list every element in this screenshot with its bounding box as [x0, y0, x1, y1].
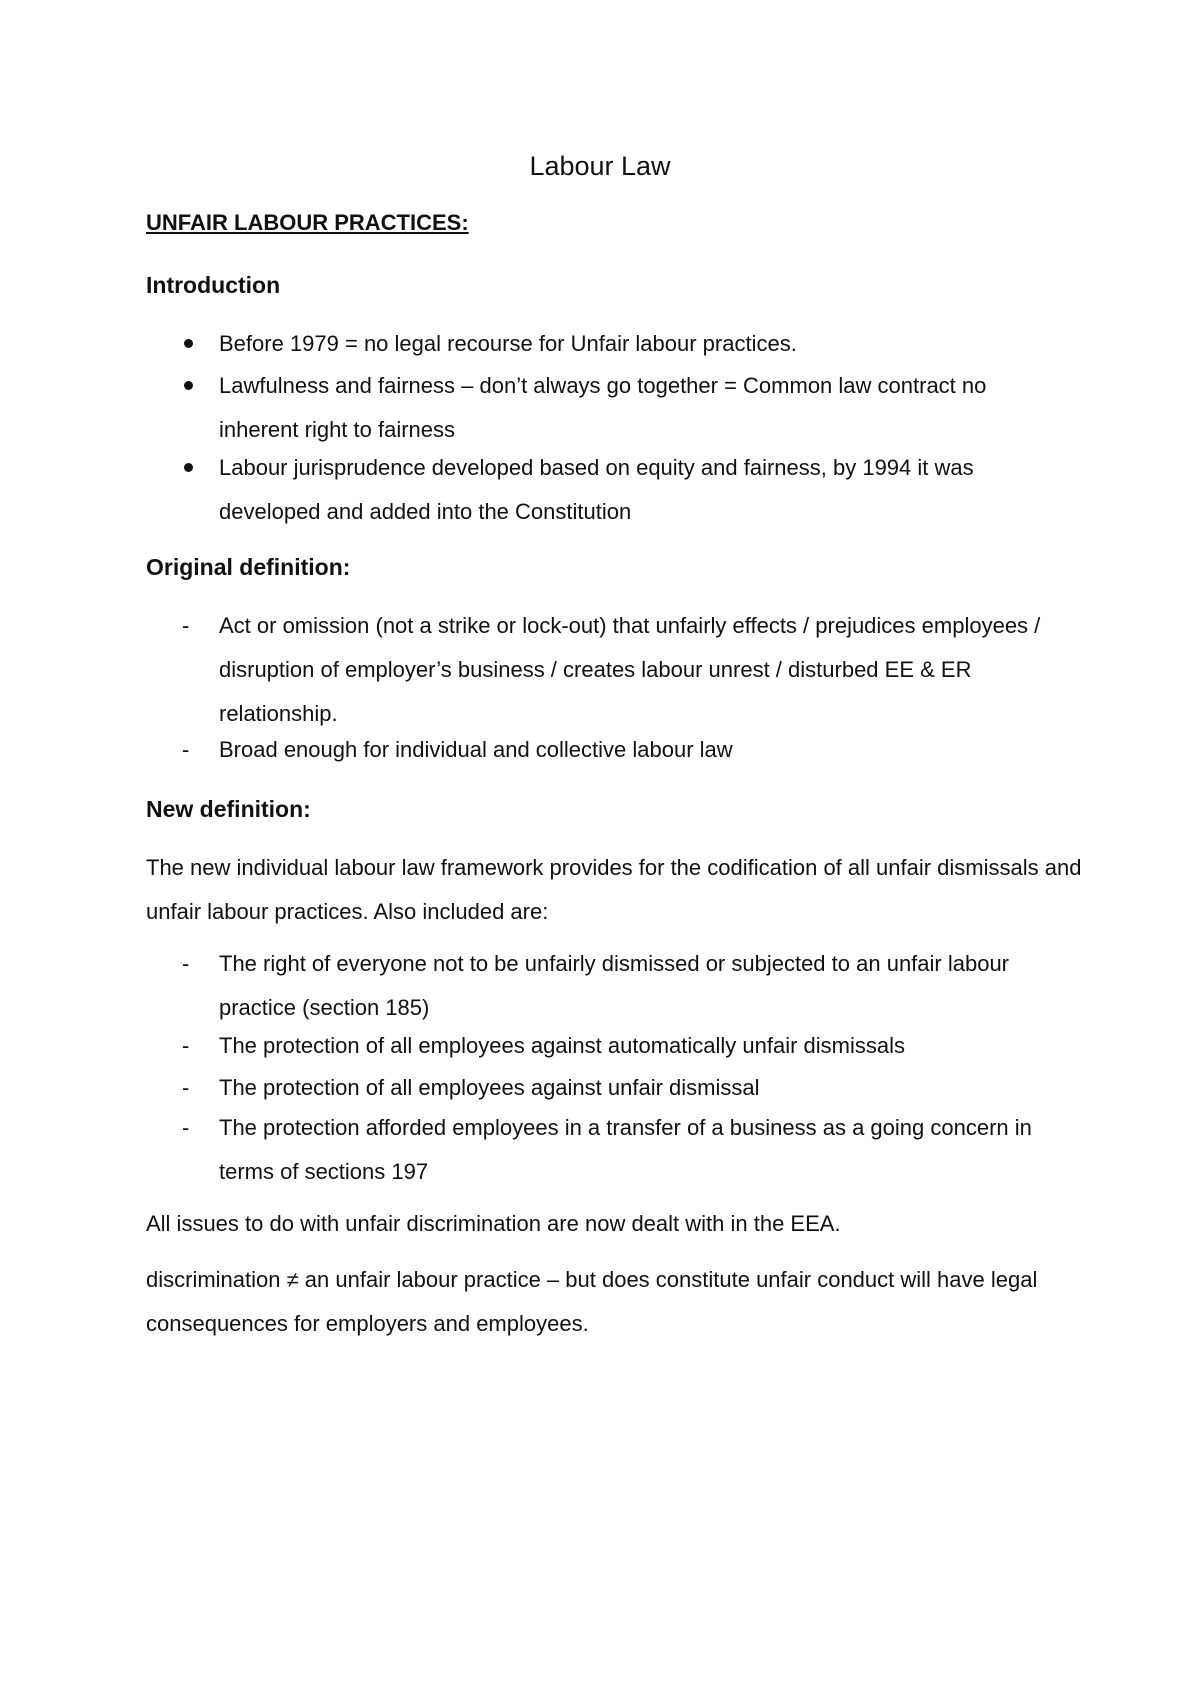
- document-title: Labour Law: [529, 151, 671, 181]
- dash-marker: -: [182, 1033, 190, 1058]
- list-item: [146, 1024, 1086, 1068]
- dash-marker: -: [182, 951, 190, 976]
- bullet-icon: [184, 381, 193, 390]
- dash-marker: -: [182, 613, 190, 638]
- list-item: [146, 604, 1086, 736]
- list-item: [146, 728, 1086, 772]
- list-item-text: Act or omission (not a strike or lock-out) that unfairly effects / prejudices employees / disruption of employer’s business / creates labour unrest / disturbed EE & ER relationship.: [219, 613, 1041, 726]
- list-item-text: Lawfulness and fairness – don’t always go together = Common law contract no inherent right to fairness: [219, 373, 987, 442]
- intro-paragraph: The new individual labour law framework provides for the codification of all unfair dismissals and unfair labour practices. Also included are:: [146, 855, 1082, 924]
- list-item-text: The protection of all employees against automatically unfair dismissals: [219, 1033, 905, 1058]
- list-item-text: Labour jurisprudence developed based on equity and fairness, by 1994 it was developed and added into the Constitution: [219, 455, 974, 524]
- new-definition-heading: New definition:: [146, 796, 311, 822]
- eea-paragraph: All issues to do with unfair discrimination are now dealt with in the EEA.: [146, 1211, 841, 1236]
- list-item-text: The protection afforded employees in a transfer of a business as a going concern in terms of sections 197: [219, 1115, 1032, 1184]
- section-heading: UNFAIR LABOUR PRACTICES:: [146, 210, 469, 235]
- discrimination-paragraph: discrimination ≠ an unfair labour practice – but does constitute unfair conduct will have legal consequences for employers and employees.: [146, 1267, 1038, 1336]
- list-item: [146, 322, 1086, 366]
- dash-marker: -: [182, 1115, 190, 1140]
- bullet-icon: [184, 339, 193, 348]
- list-item: [146, 942, 1086, 1030]
- list-item-text: The protection of all employees against unfair dismissal: [219, 1075, 760, 1100]
- list-item: [146, 364, 1086, 452]
- list-item-text: The right of everyone not to be unfairly dismissed or subjected to an unfair labour practice (section 185): [219, 951, 1010, 1020]
- dash-marker: -: [182, 1075, 190, 1100]
- list-item-text: Before 1979 = no legal recourse for Unfair labour practices.: [219, 331, 797, 356]
- bullet-icon: [184, 463, 193, 472]
- introduction-heading: Introduction: [146, 272, 281, 298]
- list-item: [146, 446, 1086, 534]
- list-item: [146, 1106, 1086, 1194]
- original-definition-heading: Original definition:: [146, 554, 351, 580]
- list-item-text: Broad enough for individual and collective labour law: [219, 737, 733, 762]
- list-item: [146, 1066, 1086, 1110]
- dash-marker: -: [182, 737, 190, 762]
